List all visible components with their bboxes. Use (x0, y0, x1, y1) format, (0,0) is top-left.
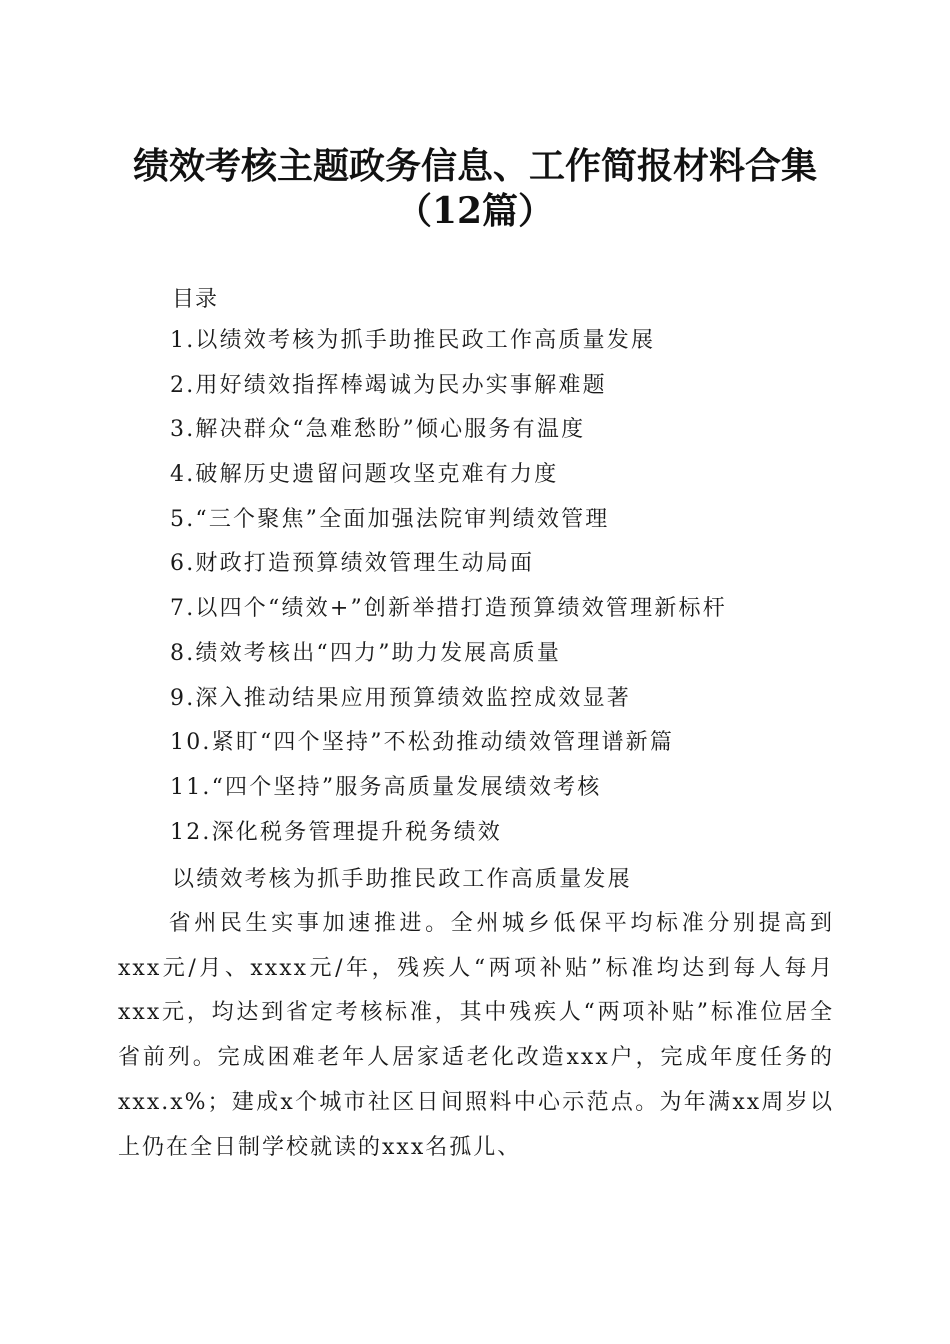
toc-item-10: 10.紧盯“四个坚持”不松劲推动绩效管理谱新篇 (170, 730, 675, 756)
toc-item-7: 7.以四个“绩效+”创新举措打造预算绩效管理新标杆 (170, 596, 727, 622)
toc-heading: 目录 (172, 287, 219, 312)
body-paragraph: 省州民生实事加速推进。全州城乡低保平均标准分别提高到xxx元/月、xxxx元/年，残疾人“两项补贴”标准均达到每人每月xxx元，均达到省定考核标准，其中残疾人“两项补贴”标准位居全省前列。完成困难老年人居家适老化改造xxx户，完成年度任务的xxx.x%；建成x个城市社区日间照料中心示范点。为年满xx周岁以上仍在全日制学校就读的xxx名孤儿、 (118, 911, 834, 1160)
table-of-contents (170, 326, 727, 862)
document-title: 绩效考核主题政务信息、工作简报材料合集 (132, 145, 817, 187)
section-title: 以绩效考核为抓手助推民政工作高质量发展 (172, 867, 632, 892)
document-title-count: （12篇） (395, 190, 555, 232)
toc-item-11: 11.“四个坚持”服务高质量发展绩效考核 (170, 774, 602, 800)
toc-item-12: 12.深化税务管理提升税务绩效 (170, 819, 502, 845)
toc-item-8: 8.绩效考核出“四力”助力发展高质量 (170, 640, 562, 666)
toc-item-4: 4.破解历史遗留问题攻坚克难有力度 (170, 462, 559, 488)
toc-item-6: 6.财政打造预算绩效管理生动局面 (170, 551, 535, 577)
toc-item-1: 1.以绩效考核为抓手助推民政工作高质量发展 (170, 328, 656, 353)
toc-item-5: 5.“三个聚焦”全面加强法院审判绩效管理 (170, 506, 610, 532)
toc-item-9: 9.深入推动结果应用预算绩效监控成效显著 (170, 685, 631, 711)
toc-item-3: 3.解决群众“急难愁盼”倾心服务有温度 (170, 417, 586, 443)
toc-item-2: 2.用好绩效指挥棒竭诚为民办实事解难题 (170, 372, 607, 398)
